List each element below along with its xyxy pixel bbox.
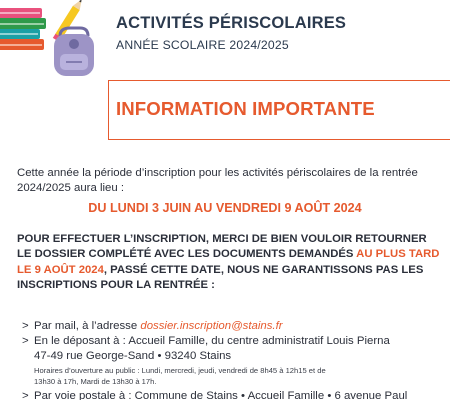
page-title: ACTIVITÉS PÉRISCOLAIRES [116,14,347,32]
notice-text-start: POUR EFFECTUER L’INSCRIPTION, MERCI DE BIEN VOULOIR RETOURNER LE DOSSIER COMPLÉTÉ AVEC LES DOCUMENTS DEMANDÉS [17,233,427,261]
list-item-post [22,389,450,400]
opening-hours-line-2: 13h30 à 17h, Mardi de 13h30 à 17h. [34,376,157,386]
registration-dates: DU LUNDI 3 JUIN AU VENDREDI 9 AOÛT 2024 [88,201,362,215]
arrow-icon: > [22,335,29,347]
list-item-deposit [22,334,450,349]
notice-deadline: AU PLUS TARD LE 9 AOÛT 2024 [17,248,440,276]
email-method-label: Par mail, à l’adresse [34,320,141,332]
notice-text-end: , PASSÉ CETTE DATE, NOUS NE GARANTISSONS PAS LES INSCRIPTIONS POUR LA RENTRÉE : [17,263,424,291]
opening-hours [22,366,450,387]
arrow-icon: > [22,390,29,400]
school-supplies-illustration [0,0,110,80]
intro-paragraph: Cette année la période d’inscription pour les activités périscolaires de la rentrée 2024/2025 aura lieu : [17,167,418,194]
list-item-email [22,319,450,334]
deposit-method-label: En le déposant à : Accueil Famille, du centre administratif Louis Pierna [34,335,390,347]
important-info-heading: INFORMATION IMPORTANTE [116,98,375,119]
post-method-label: Par voie postale à : Commune de Stains • Accueil Famille • 6 avenue Paul [34,390,408,400]
registration-notice [17,232,442,293]
backpack-icon [54,28,94,76]
arrow-icon: > [22,320,29,332]
opening-hours-line-1: Horaires d’ouverture au public : Lundi, mercredi, jeudi, vendredi de 8h45 à 12h15 et de [34,366,326,375]
books-icon [0,8,46,50]
school-year-subtitle: ANNÉE SCOLAIRE 2024/2025 [116,38,289,52]
email-link[interactable]: dossier.inscription@stains.fr [140,320,283,332]
submission-methods-list [22,319,450,400]
deposit-address: 47-49 rue George-Sand • 93240 Stains [34,350,232,362]
